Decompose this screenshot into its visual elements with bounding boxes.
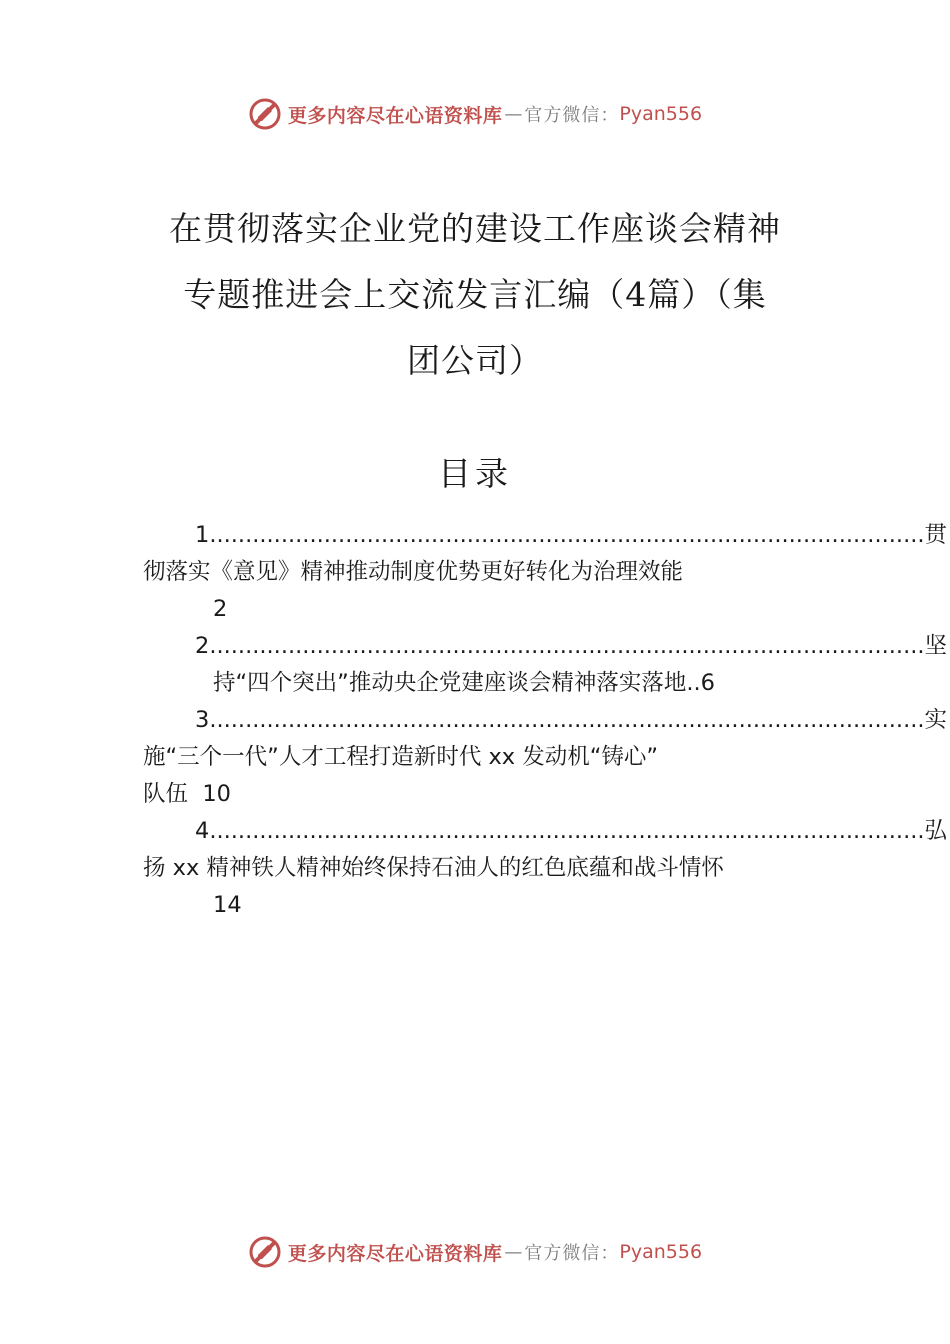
toc-page-number: 2 (213, 596, 228, 622)
header-banner (0, 94, 950, 134)
toc-title-rest: 彻落实《意见》精神推动制度优势更好转化为治理效能 (143, 559, 684, 585)
toc-title-rest: 扬 xx 精神铁人精神始终保持石油人的红色底蕴和战斗情怀 (143, 855, 724, 881)
toc-page-number: 14 (213, 892, 242, 918)
banner-wechat-id: Pyan556 (619, 103, 703, 125)
toc-entry-2[interactable] (143, 628, 948, 702)
banner-label: 官方微信： (524, 1243, 620, 1264)
document-title (150, 196, 800, 394)
toc-leader-dots: ................................................................................................... (216, 522, 925, 548)
toc-page-number: 6 (700, 670, 715, 696)
toc-title-rest-2: 队伍 (143, 781, 189, 807)
toc-title-rest: 持“四个突出”推动央企党建座谈会精神落实落地 (213, 670, 687, 696)
toc-leader-dots: ................................................................................................... (216, 818, 925, 844)
toc-heading: 目录 (438, 454, 512, 493)
toc-number: 4. (195, 818, 217, 844)
toc-number: 2. (195, 633, 217, 659)
toc-title-start: 贯 (924, 522, 948, 548)
banner-dash: — (504, 1241, 523, 1263)
toc-title-start: 实 (924, 707, 948, 733)
toc-title-start: 弘 (924, 818, 948, 844)
toc-entry-1[interactable] (143, 517, 948, 628)
toc-entry-4[interactable] (143, 813, 948, 924)
toc-title-rest: 施“三个一代”人才工程打造新时代 xx 发动机“铸心” (143, 744, 659, 770)
banner-text: 更多内容尽在心语资料库 (287, 1242, 503, 1265)
banner-dash: — (504, 103, 523, 125)
banner-text: 更多内容尽在心语资料库 (287, 104, 503, 127)
title-line-3: 团公司） (407, 341, 543, 380)
title-line-1: 在贯彻落实企业党的建设工作座谈会精神 (169, 209, 781, 248)
pen-logo-icon (248, 97, 282, 131)
toc-number: 1. (195, 522, 217, 548)
title-line-2: 专题推进会上交流发言汇编（4篇）（集 (183, 275, 767, 314)
footer-banner (0, 1232, 950, 1272)
toc-leader-dots: ................................................................................................... (216, 633, 925, 659)
toc-number: 3. (195, 707, 217, 733)
toc-entry-3[interactable] (143, 702, 948, 813)
toc-leader-dots: .. (686, 670, 701, 696)
banner-wechat-id: Pyan556 (619, 1241, 703, 1263)
toc-page-number: 10 (202, 781, 231, 807)
table-of-contents (143, 517, 948, 924)
toc-leader-dots: ................................................................................................... (216, 707, 925, 733)
toc-title-start: 坚 (924, 633, 948, 659)
pen-logo-icon (248, 1235, 282, 1269)
banner-label: 官方微信： (524, 105, 620, 126)
